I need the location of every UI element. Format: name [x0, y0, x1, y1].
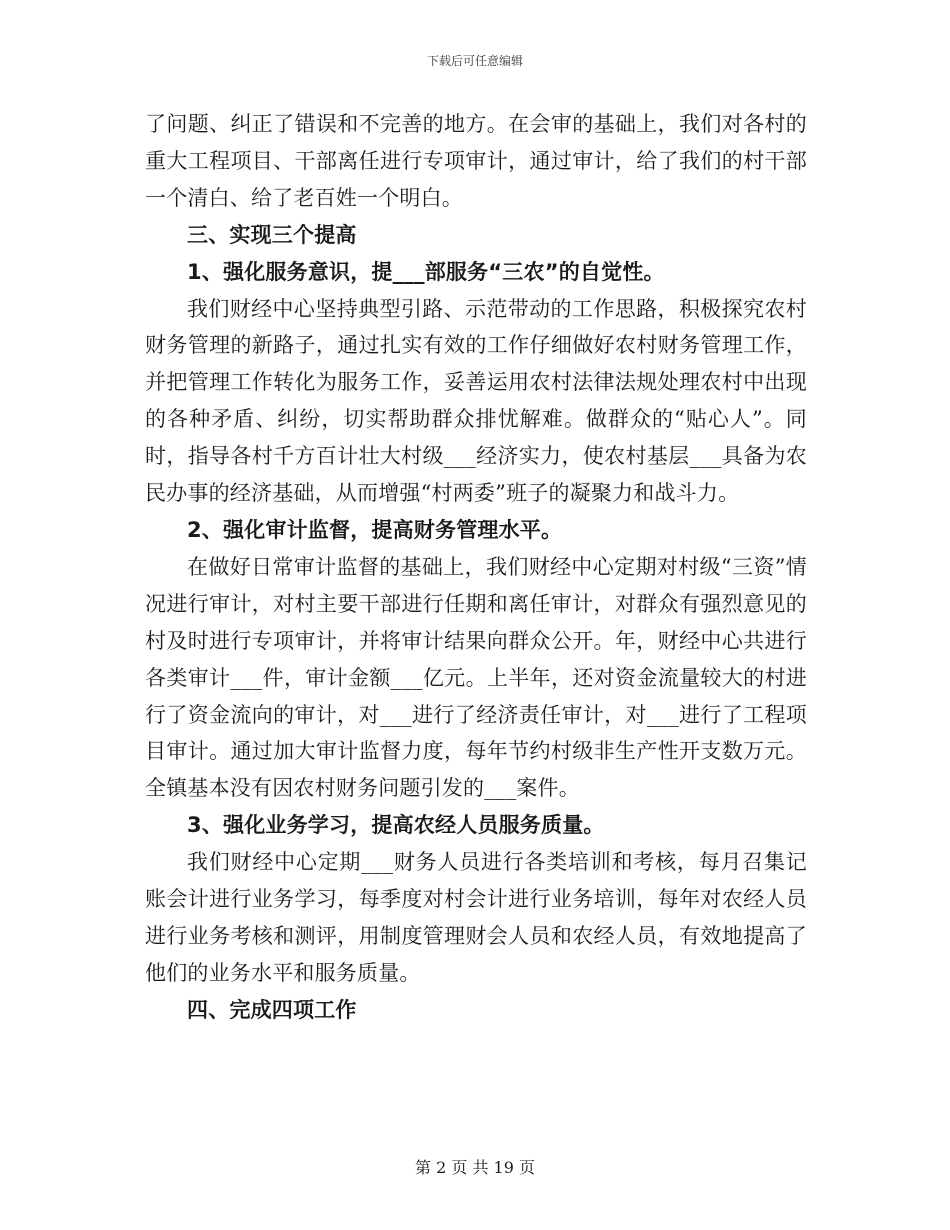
paragraph-item-3: 我们财经中心定期___财务人员进行各类培训和考核，每月召集记账会计进行业务学习，每季度对村会计进行业务培训，每年对农经人员进行业务考核和测评，用制度管理财会人员和农经人员，有效地提高了他们的业务水平和服务质量。 — [145, 850, 807, 985]
paragraph-item-1: 我们财经中心坚持典型引路、示范带动的工作思路，积极探究农村财务管理的新路子，通过扎实有效的工作仔细做好农村财务管理工作，并把管理工作转化为服务工作，妥善运用农村法律法规处理农村中出现的各种矛盾、纠纷，切实帮助群众排忧解难。做群众的“贴心人”。同时，指导各村千方百计壮大村级___经济实力，使农村基层___具备为农民办事的经济基础，从而增强“村两委”班子的凝聚力和战斗力。 — [145, 296, 807, 506]
subheading-item-3: 3、强化业务学习，提高农经人员服务质量。 — [187, 813, 605, 838]
page-header-note: 下载后可任意编辑 — [426, 54, 523, 68]
subheading-item-2: 2、强化审计监督，提高财务管理水平。 — [187, 517, 563, 542]
section-heading-4: 四、完成四项工作 — [187, 997, 357, 1022]
document-body — [145, 106, 807, 1029]
paragraph-continued: 了问题、纠正了错误和不完善的地方。在会审的基础上，我们对各村的重大工程项目、干部离任进行专项审计，通过审计，给了我们的村干部一个清白、给了老百姓一个明白。 — [145, 112, 807, 210]
page-number-footer: 第 2 页 共 19 页 — [415, 1158, 535, 1177]
subheading-item-1: 1、强化服务意识，提___部服务“三农”的自觉性。 — [187, 259, 665, 284]
section-heading-3: 三、实现三个提高 — [187, 222, 357, 247]
paragraph-item-2: 在做好日常审计监督的基础上，我们财经中心定期对村级“三资”情况进行审计，对村主要干部进行任期和离任审计，对群众有强烈意见的村及时进行专项审计，并将审计结果向群众公开。年，财经中心共进行各类审计___件，审计金额___亿元。上半年，还对资金流量较大的村进行了资金流向的审计，对___进行了经济责任审计，对___进行了工程项目审计。通过加大审计监督力度，每年节约村级非生产性开支数万元。全镇基本没有因农村财务问题引发的___案件。 — [145, 554, 807, 801]
